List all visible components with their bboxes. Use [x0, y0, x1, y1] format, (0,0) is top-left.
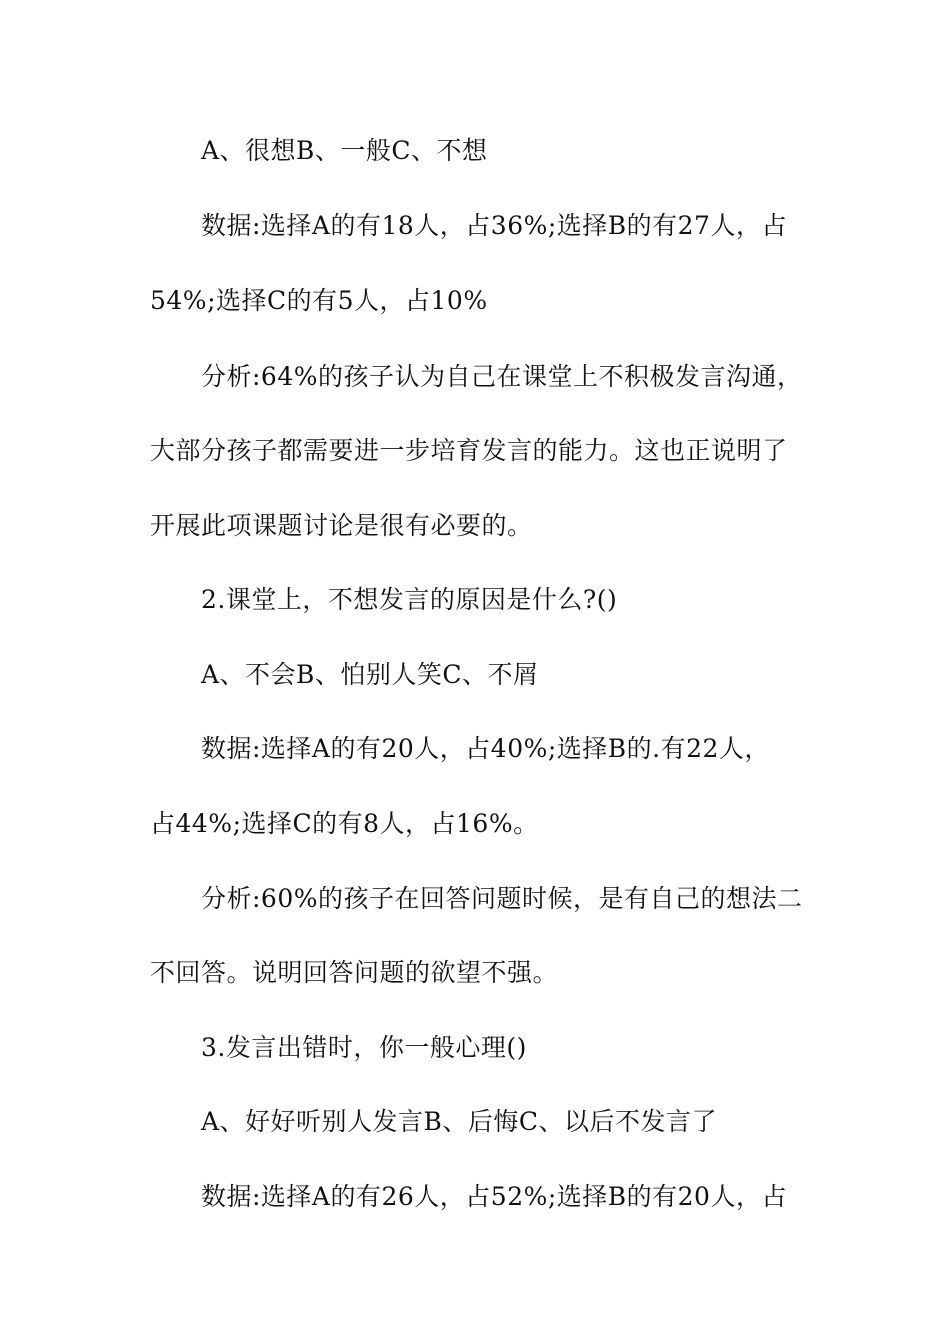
question-2-data-line-2: 占44%;选择C的有8人，占16%。 [150, 809, 539, 838]
question-1-analysis-line-3: 开展此项课题讨论是很有必要的。 [150, 511, 533, 540]
question-1-analysis-line-1: 分析:64%的孩子认为自己在课堂上不积极发言沟通， [201, 362, 803, 391]
question-1-analysis-line-2: 大部分孩子都需要进一步培育发言的能力。这也正说明了 [150, 436, 788, 465]
question-2-heading: 2.课堂上，不想发言的原因是什么?() [201, 585, 618, 614]
question-3-heading: 3.发言出错时，你一般心理() [201, 1033, 527, 1062]
question-2-data-line-1: 数据:选择A的有20人，占40%;选择B的.有22人， [201, 734, 770, 763]
question-3-data-line-1: 数据:选择A的有26人，占52%;选择B的有20人，占 [201, 1182, 787, 1211]
question-3-options: A、好好听别人发言B、后悔C、以后不发言了 [201, 1107, 718, 1136]
question-2-analysis-line-1: 分析:60%的孩子在回答问题时候，是有自己的想法二 [201, 884, 803, 913]
question-2-options: A、不会B、怕别人笑C、不屑 [201, 660, 539, 689]
question-1-options: A、很想B、一般C、不想 [201, 136, 488, 165]
question-2-analysis-line-2: 不回答。说明回答问题的欲望不强。 [150, 958, 559, 987]
question-1-data-line-1: 数据:选择A的有18人，占36%;选择B的有27人，占 [201, 211, 787, 240]
question-1-data-line-2: 54%;选择C的有5人，占10% [150, 286, 488, 315]
